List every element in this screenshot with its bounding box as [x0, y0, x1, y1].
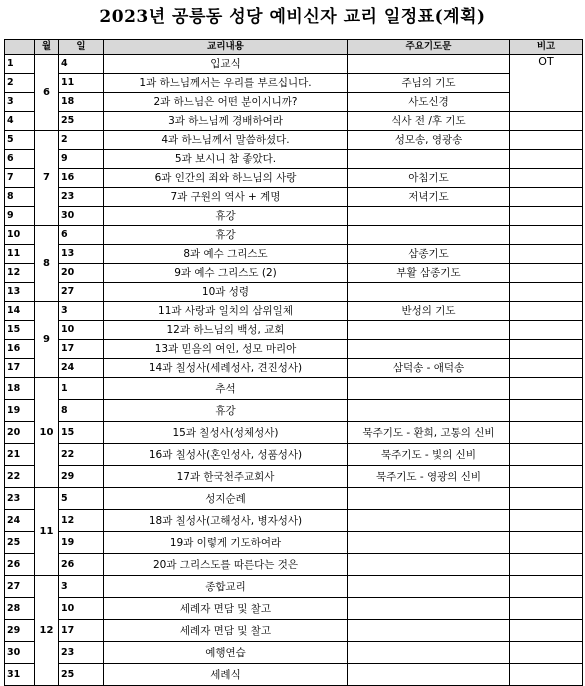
- table-row: [5, 207, 583, 226]
- row-number: 12: [5, 264, 35, 283]
- prayer-cell: [348, 576, 510, 598]
- lesson-content-cell: 2과 하느님은 어떤 분이시니까?: [104, 93, 348, 112]
- day-cell: 6: [59, 226, 104, 245]
- row-number: 14: [5, 302, 35, 321]
- note-cell: [510, 131, 583, 150]
- note-cell: [510, 378, 583, 400]
- row-number: 8: [5, 188, 35, 207]
- row-number: 9: [5, 207, 35, 226]
- row-number: 29: [5, 620, 35, 642]
- schedule-table: [4, 39, 583, 686]
- day-cell: 10: [59, 598, 104, 620]
- prayer-cell: [348, 226, 510, 245]
- table-row: [5, 188, 583, 207]
- lesson-content-cell: 9과 예수 그리스도 (2): [104, 264, 348, 283]
- prayer-cell: 묵주기도 - 영광의 신비: [348, 466, 510, 488]
- note-cell: OT: [510, 55, 583, 112]
- row-number: 1: [5, 55, 35, 74]
- day-cell: 11: [59, 74, 104, 93]
- table-row: [5, 576, 583, 598]
- row-number: 6: [5, 150, 35, 169]
- lesson-content-cell: 7과 구원의 역사 + 계명: [104, 188, 348, 207]
- month-cell: 10: [35, 378, 59, 488]
- note-cell: [510, 598, 583, 620]
- day-header: 일: [59, 40, 104, 55]
- note-cell: [510, 169, 583, 188]
- table-row: [5, 340, 583, 359]
- prayer-cell: [348, 642, 510, 664]
- prayer-cell: 식사 전 /후 기도: [348, 112, 510, 131]
- prayer-cell: 사도신경: [348, 93, 510, 112]
- lesson-content-cell: 13과 믿음의 여인, 성모 마리아: [104, 340, 348, 359]
- note-header: 비고: [510, 40, 583, 55]
- row-number: 5: [5, 131, 35, 150]
- month-cell: 12: [35, 576, 59, 686]
- day-cell: 23: [59, 642, 104, 664]
- row-number: 25: [5, 532, 35, 554]
- note-cell: [510, 620, 583, 642]
- prayer-cell: 부활 삼종기도: [348, 264, 510, 283]
- prayer-cell: [348, 532, 510, 554]
- note-cell: [510, 188, 583, 207]
- lesson-content-cell: 입교식: [104, 55, 348, 74]
- day-cell: 3: [59, 302, 104, 321]
- header-row: [5, 40, 583, 55]
- table-row: [5, 532, 583, 554]
- table-row: [5, 226, 583, 245]
- day-cell: 12: [59, 510, 104, 532]
- lesson-content-cell: 5과 보시니 참 좋았다.: [104, 150, 348, 169]
- lesson-content-cell: 19과 이렇게 기도하여라: [104, 532, 348, 554]
- note-cell: [510, 302, 583, 321]
- day-cell: 13: [59, 245, 104, 264]
- prayer-cell: 저녁기도: [348, 188, 510, 207]
- day-cell: 19: [59, 532, 104, 554]
- row-number: 2: [5, 74, 35, 93]
- lesson-content-cell: 15과 칠성사(성체성사): [104, 422, 348, 444]
- day-cell: 27: [59, 283, 104, 302]
- table-row: [5, 112, 583, 131]
- row-number: 3: [5, 93, 35, 112]
- page-title: 2023년 공릉동 성당 예비신자 교리 일정표(계획): [99, 7, 486, 27]
- month-cell: 6: [35, 55, 59, 131]
- prayer-cell: [348, 283, 510, 302]
- table-row: [5, 664, 583, 686]
- day-cell: 2: [59, 131, 104, 150]
- row-number: 7: [5, 169, 35, 188]
- row-number: 30: [5, 642, 35, 664]
- lesson-content-cell: 휴강: [104, 207, 348, 226]
- prayer-cell: [348, 150, 510, 169]
- row-number: 21: [5, 444, 35, 466]
- day-cell: 30: [59, 207, 104, 226]
- table-row: [5, 554, 583, 576]
- lesson-content-cell: 16과 칠성사(혼인성사, 성품성사): [104, 444, 348, 466]
- prayer-cell: 반성의 기도: [348, 302, 510, 321]
- note-cell: [510, 112, 583, 131]
- day-cell: 4: [59, 55, 104, 74]
- prayer-cell: [348, 488, 510, 510]
- table-row: [5, 444, 583, 466]
- note-cell: [510, 664, 583, 686]
- table-row: [5, 93, 583, 112]
- table-row: [5, 74, 583, 93]
- row-number: 18: [5, 378, 35, 400]
- row-number: 11: [5, 245, 35, 264]
- lesson-content-cell: 12과 하느님의 백성, 교회: [104, 321, 348, 340]
- prayer-cell: [348, 321, 510, 340]
- day-cell: 18: [59, 93, 104, 112]
- schedule-body: [5, 55, 583, 686]
- prayer-cell: 삼종기도: [348, 245, 510, 264]
- note-cell: [510, 359, 583, 378]
- note-cell: [510, 422, 583, 444]
- table-row: [5, 131, 583, 150]
- lesson-content-cell: 20과 그리스도를 따른다는 것은: [104, 554, 348, 576]
- table-row: [5, 378, 583, 400]
- lesson-content-cell: 6과 인간의 죄와 하느님의 사랑: [104, 169, 348, 188]
- lesson-content-cell: 10과 성령: [104, 283, 348, 302]
- month-cell: 8: [35, 226, 59, 302]
- month-header: 월: [35, 40, 59, 55]
- table-row: [5, 321, 583, 340]
- table-row: [5, 422, 583, 444]
- note-cell: [510, 207, 583, 226]
- table-row: [5, 264, 583, 283]
- note-cell: [510, 510, 583, 532]
- day-cell: 29: [59, 466, 104, 488]
- row-number: 19: [5, 400, 35, 422]
- lesson-content-cell: 11과 사랑과 일치의 삼위일체: [104, 302, 348, 321]
- day-cell: 20: [59, 264, 104, 283]
- content-header: 교리내용: [104, 40, 348, 55]
- note-cell: [510, 642, 583, 664]
- row-number: 10: [5, 226, 35, 245]
- table-row: [5, 598, 583, 620]
- day-cell: 8: [59, 400, 104, 422]
- lesson-content-cell: 18과 칠성사(고해성사, 병자성사): [104, 510, 348, 532]
- note-cell: [510, 466, 583, 488]
- note-cell: [510, 576, 583, 598]
- prayer-cell: 주님의 기도: [348, 74, 510, 93]
- index-header: [5, 40, 35, 55]
- lesson-content-cell: 세례자 면담 및 찰고: [104, 620, 348, 642]
- lesson-content-cell: 17과 한국천주교회사: [104, 466, 348, 488]
- lesson-content-cell: 8과 예수 그리스도: [104, 245, 348, 264]
- prayer-cell: [348, 598, 510, 620]
- prayer-cell: [348, 554, 510, 576]
- month-cell: 7: [35, 131, 59, 226]
- day-cell: 25: [59, 664, 104, 686]
- lesson-content-cell: 성지순례: [104, 488, 348, 510]
- note-cell: [510, 150, 583, 169]
- lesson-content-cell: 세례식: [104, 664, 348, 686]
- lesson-content-cell: 세례자 면담 및 찰고: [104, 598, 348, 620]
- row-number: 13: [5, 283, 35, 302]
- prayer-cell: [348, 340, 510, 359]
- lesson-content-cell: 14과 칠성사(세례성사, 견진성사): [104, 359, 348, 378]
- table-row: [5, 510, 583, 532]
- lesson-content-cell: 추석: [104, 378, 348, 400]
- lesson-content-cell: 1과 하느님께서는 우리를 부르십니다.: [104, 74, 348, 93]
- row-number: 26: [5, 554, 35, 576]
- table-row: [5, 642, 583, 664]
- row-number: 27: [5, 576, 35, 598]
- day-cell: 23: [59, 188, 104, 207]
- table-row: [5, 283, 583, 302]
- table-row: [5, 169, 583, 188]
- prayer-cell: [348, 55, 510, 74]
- lesson-content-cell: 종합교리: [104, 576, 348, 598]
- prayer-cell: [348, 378, 510, 400]
- row-number: 16: [5, 340, 35, 359]
- note-cell: [510, 554, 583, 576]
- note-cell: [510, 444, 583, 466]
- table-row: [5, 245, 583, 264]
- row-number: 17: [5, 359, 35, 378]
- row-number: 28: [5, 598, 35, 620]
- note-cell: [510, 532, 583, 554]
- day-cell: 10: [59, 321, 104, 340]
- day-cell: 24: [59, 359, 104, 378]
- prayer-cell: [348, 510, 510, 532]
- prayer-cell: [348, 207, 510, 226]
- prayer-cell: [348, 664, 510, 686]
- row-number: 20: [5, 422, 35, 444]
- note-cell: [510, 226, 583, 245]
- prayer-header: 주요기도문: [348, 40, 510, 55]
- note-cell: [510, 488, 583, 510]
- prayer-cell: 묵주기도 - 환희, 고통의 신비: [348, 422, 510, 444]
- day-cell: 26: [59, 554, 104, 576]
- day-cell: 16: [59, 169, 104, 188]
- day-cell: 22: [59, 444, 104, 466]
- note-cell: [510, 264, 583, 283]
- note-cell: [510, 321, 583, 340]
- prayer-cell: 아침기도: [348, 169, 510, 188]
- row-number: 24: [5, 510, 35, 532]
- row-number: 23: [5, 488, 35, 510]
- day-cell: 3: [59, 576, 104, 598]
- day-cell: 9: [59, 150, 104, 169]
- month-cell: 11: [35, 488, 59, 576]
- lesson-content-cell: 휴강: [104, 226, 348, 245]
- prayer-cell: 성모송, 영광송: [348, 131, 510, 150]
- day-cell: 5: [59, 488, 104, 510]
- lesson-content-cell: 4과 하느님께서 말씀하셨다.: [104, 131, 348, 150]
- row-number: 22: [5, 466, 35, 488]
- table-row: [5, 400, 583, 422]
- table-row: [5, 55, 583, 74]
- table-row: [5, 150, 583, 169]
- table-row: [5, 359, 583, 378]
- day-cell: 1: [59, 378, 104, 400]
- day-cell: 17: [59, 340, 104, 359]
- row-number: 4: [5, 112, 35, 131]
- table-row: [5, 488, 583, 510]
- prayer-cell: 삼덕송 - 애덕송: [348, 359, 510, 378]
- day-cell: 15: [59, 422, 104, 444]
- row-number: 15: [5, 321, 35, 340]
- table-row: [5, 302, 583, 321]
- day-cell: 17: [59, 620, 104, 642]
- prayer-cell: 묵주기도 - 빛의 신비: [348, 444, 510, 466]
- row-number: 31: [5, 664, 35, 686]
- table-row: [5, 466, 583, 488]
- prayer-cell: [348, 400, 510, 422]
- month-cell: 9: [35, 302, 59, 378]
- day-cell: 25: [59, 112, 104, 131]
- lesson-content-cell: 3과 하느님께 경배하여라: [104, 112, 348, 131]
- prayer-cell: [348, 620, 510, 642]
- note-cell: [510, 283, 583, 302]
- lesson-content-cell: 휴강: [104, 400, 348, 422]
- table-row: [5, 620, 583, 642]
- note-cell: [510, 245, 583, 264]
- note-cell: [510, 340, 583, 359]
- lesson-content-cell: 예행연습: [104, 642, 348, 664]
- note-cell: [510, 400, 583, 422]
